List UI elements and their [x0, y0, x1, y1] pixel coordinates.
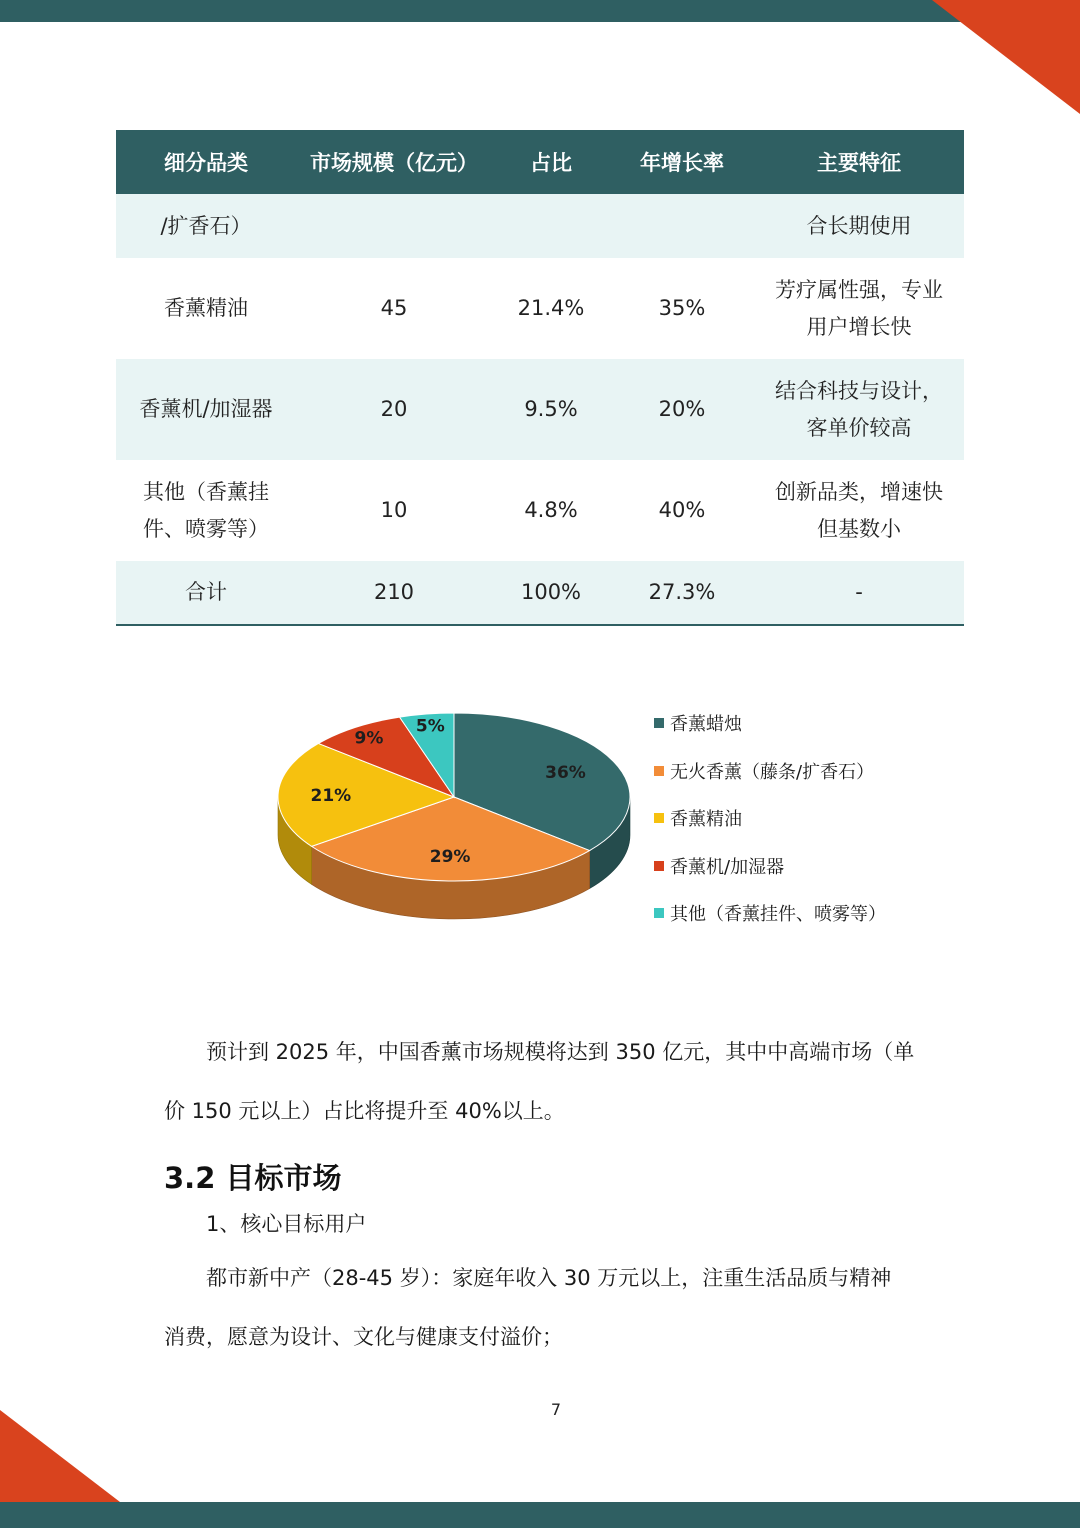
- cell-features-line: 芳疗属性强，专业: [775, 277, 943, 302]
- top-decor-bar: [0, 0, 1080, 22]
- paragraph-target-users-line2: 消费，愿意为设计、文化与健康支付溢价；: [164, 1325, 563, 1349]
- cell-features: 合长期使用: [754, 194, 964, 258]
- page-number: 7: [550, 1400, 562, 1419]
- legend-label: 香薰机/加湿器: [670, 856, 785, 878]
- legend-label: 香薰蜡烛: [670, 714, 742, 735]
- cell-share: 4.8%: [524, 498, 578, 522]
- legend-swatch: [654, 861, 664, 871]
- cell-share: 100%: [492, 561, 610, 625]
- corner-decor-top-right: [932, 0, 1080, 114]
- header-category: 细分品类: [116, 130, 296, 194]
- legend-swatch: [654, 908, 664, 918]
- cell-size: 210: [296, 561, 492, 625]
- cell-size: 10: [380, 498, 408, 522]
- market-segment-table: [116, 130, 964, 626]
- pie-slice-label: 5%: [415, 716, 445, 737]
- paragraph-forecast: [164, 1036, 934, 1125]
- cell-features: [754, 258, 964, 359]
- header-growth: 年增长率: [610, 130, 754, 194]
- table-row: [116, 194, 964, 258]
- cell-size: [296, 194, 492, 258]
- cell-growth: 35%: [658, 296, 706, 320]
- market-share-pie-chart: [240, 690, 900, 960]
- legend-label: 无火香薰（藤条/扩香石）: [670, 761, 875, 783]
- cell-features: [754, 359, 964, 460]
- cell-features-line: 客单价较高: [806, 415, 912, 440]
- header-features: 主要特征: [754, 130, 964, 194]
- cell-category: 香薰精油: [164, 296, 248, 320]
- section-heading: 3.2 目标市场: [164, 1161, 342, 1195]
- cell-share: 21.4%: [517, 296, 585, 320]
- legend-item: [654, 853, 784, 879]
- cell-growth: 20%: [610, 359, 754, 460]
- pie-slice-label: 29%: [429, 846, 471, 867]
- cell-features-line: 结合科技与设计，: [775, 378, 943, 403]
- cell-category: 香薰机/加湿器: [116, 359, 296, 460]
- cell-category-line: 件、喷雾等）: [143, 516, 269, 541]
- table-row: [116, 258, 964, 359]
- table-total-row: [116, 561, 964, 625]
- cell-growth: 40%: [658, 498, 706, 522]
- table-row: [116, 460, 964, 561]
- legend-swatch: [654, 766, 664, 776]
- table-header-row: [116, 130, 964, 194]
- paragraph-forecast-line1: 预计到 2025 年，中国香薰市场规模将达到 350 亿元，其中中高端市场（单: [206, 1040, 915, 1064]
- cell-features-line: 创新品类，增速快: [775, 479, 943, 504]
- subheading-core-users: 1、核心目标用户: [206, 1212, 367, 1236]
- cell-features: -: [754, 561, 964, 625]
- legend-label: 香薰精油: [670, 809, 742, 830]
- cell-features: [754, 460, 964, 561]
- legend-item: [654, 710, 742, 736]
- cell-features-line: 用户增长快: [806, 314, 912, 339]
- pie-slice-label: 9%: [354, 728, 384, 749]
- pie-svg: [240, 690, 640, 960]
- bottom-decor-bar: [0, 1502, 1080, 1528]
- cell-category: [116, 460, 296, 561]
- paragraph-target-users: [164, 1262, 934, 1351]
- cell-share: 9.5%: [492, 359, 610, 460]
- cell-size: 20: [296, 359, 492, 460]
- legend-label: 其他（香薰挂件、喷雾等）: [670, 904, 886, 925]
- pie-slice-label: 21%: [310, 786, 352, 807]
- cell-growth: 27.3%: [610, 561, 754, 625]
- cell-growth: [610, 194, 754, 258]
- cell-category-line: 其他（香薰挂: [143, 479, 269, 504]
- cell-size: 45: [380, 296, 408, 320]
- legend-item: [654, 805, 742, 831]
- legend-item: [654, 900, 886, 926]
- legend-item: [654, 758, 874, 784]
- legend-swatch: [654, 718, 664, 728]
- header-market-size: 市场规模（亿元）: [296, 130, 492, 194]
- legend-swatch: [654, 813, 664, 823]
- pie-slice-label: 36%: [545, 762, 586, 783]
- paragraph-target-users-line1: 都市新中产（28-45 岁）：家庭年收入 30 万元以上，注重生活品质与精神: [206, 1266, 892, 1290]
- cell-category: 合计: [116, 561, 296, 625]
- header-share: 占比: [492, 130, 610, 194]
- table-row: [116, 359, 964, 460]
- paragraph-forecast-line2: 价 150 元以上）占比将提升至 40%以上。: [164, 1099, 565, 1123]
- cell-features-line: 但基数小: [817, 516, 901, 541]
- cell-share: [492, 194, 610, 258]
- cell-category: /扩香石）: [116, 194, 296, 258]
